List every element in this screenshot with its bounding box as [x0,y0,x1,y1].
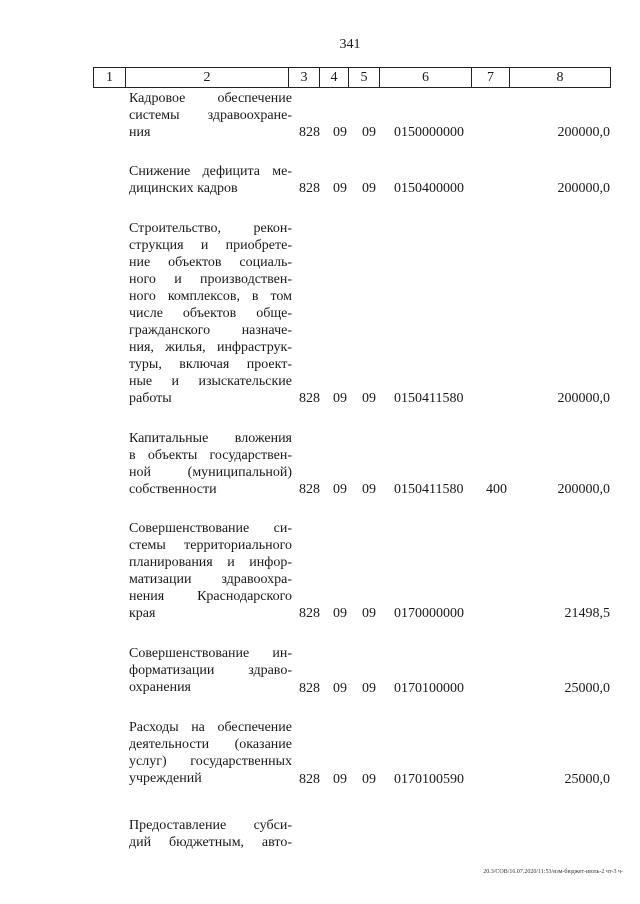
header-col-5: 5 [349,68,380,87]
cell-col-6: 0170100000 [394,681,464,696]
cell-col-3: 828 [299,391,320,406]
cell-col-5: 09 [362,606,376,621]
header-col-6: 6 [380,68,472,87]
cell-col-6: 0150400000 [394,181,464,196]
cell-col-8: 200000,0 [557,181,610,196]
document-footer-code: 20.3/СОВ/16.07.2020/11:53/изм-бюджет-июль-2 чт-3 ч- [483,869,623,875]
row-description [129,719,292,787]
description-line: туры, включая проект- [129,357,292,372]
description-line: деятельности (оказание [129,737,292,752]
description-line: услуг) государственных [129,754,292,769]
description-line: нения Краснодарского [129,589,292,604]
row-description [129,430,292,498]
cell-col-5: 09 [362,125,376,140]
cell-col-6: 0150411580 [394,482,464,497]
cell-col-4: 09 [333,681,347,696]
header-col-4: 4 [320,68,349,87]
cell-col-5: 09 [362,482,376,497]
cell-col-3: 828 [299,181,320,196]
description-line: системы здравоохране- [129,108,292,123]
cell-col-8: 25000,0 [564,681,610,696]
cell-col-7: 400 [486,482,507,497]
cell-col-8: 21498,5 [564,606,610,621]
row-description [129,220,292,407]
cell-col-3: 828 [299,482,320,497]
cell-col-5: 09 [362,772,376,787]
cell-col-8: 200000,0 [557,482,610,497]
cell-col-8: 25000,0 [564,772,610,787]
row-description [129,817,292,851]
row-description [129,645,292,696]
description-line: собственности [129,482,217,497]
description-line: Кадровое обеспечение [129,91,292,106]
cell-col-6: 0150411580 [394,391,464,406]
cell-col-4: 09 [333,482,347,497]
description-line: Предоставление субси- [129,818,292,833]
description-line: ного комплексов, в том [129,289,292,304]
cell-col-4: 09 [333,391,347,406]
row-description [129,163,292,197]
description-line: ния [129,125,151,140]
description-line: Расходы на обеспечение [129,720,292,735]
cell-col-3: 828 [299,606,320,621]
description-line: дий бюджетным, авто- [129,835,292,850]
description-line: форматизации здраво- [129,663,292,678]
cell-col-8: 200000,0 [557,125,610,140]
cell-col-3: 828 [299,681,320,696]
table-header-row [93,67,611,88]
cell-col-4: 09 [333,125,347,140]
cell-col-4: 09 [333,772,347,787]
cell-col-5: 09 [362,681,376,696]
cell-col-3: 828 [299,772,320,787]
cell-col-4: 09 [333,606,347,621]
description-line: Капитальные вложения [129,431,292,446]
cell-col-6: 0170000000 [394,606,464,621]
description-line: матизации здравоохра- [129,572,292,587]
cell-col-5: 09 [362,391,376,406]
description-line: струкция и приобрете- [129,238,292,253]
header-col-1: 1 [94,68,126,87]
description-line: Совершенствование ин- [129,646,292,661]
description-line: дицинских кадров [129,181,238,196]
header-col-7: 7 [472,68,510,87]
description-line: ной (муниципальной) [129,465,292,480]
description-line: учреждений [129,771,202,786]
description-line: стемы территориального [129,538,292,553]
description-line: Строительство, рекон- [129,221,292,236]
page-number: 341 [339,37,361,52]
header-col-2: 2 [126,68,289,87]
header-col-8: 8 [556,70,564,85]
description-line: числе объектов обще- [129,306,292,321]
cell-col-3: 828 [299,125,320,140]
cell-col-6: 0170100590 [394,772,464,787]
description-line: гражданского назначе- [129,323,292,338]
description-line: охранения [129,680,191,695]
cell-col-6: 0150000000 [394,125,464,140]
description-line: ные и изыскательские [129,374,292,389]
description-line: Снижение дефицита ме- [129,164,292,179]
description-line: ного и производствен- [129,272,292,287]
cell-col-8: 200000,0 [557,391,610,406]
description-line: края [129,606,156,621]
description-line: в объекты государствен- [129,448,292,463]
description-line: ние объектов социаль- [129,255,292,270]
cell-col-5: 09 [362,181,376,196]
cell-col-4: 09 [333,181,347,196]
description-line: планирования и инфор- [129,555,292,570]
row-description [129,520,292,622]
description-line: Совершенствование си- [129,521,292,536]
header-col-3: 3 [289,68,320,87]
description-line: ния, жилья, инфраструк- [129,340,292,355]
description-line: работы [129,391,172,406]
row-description [129,90,292,141]
